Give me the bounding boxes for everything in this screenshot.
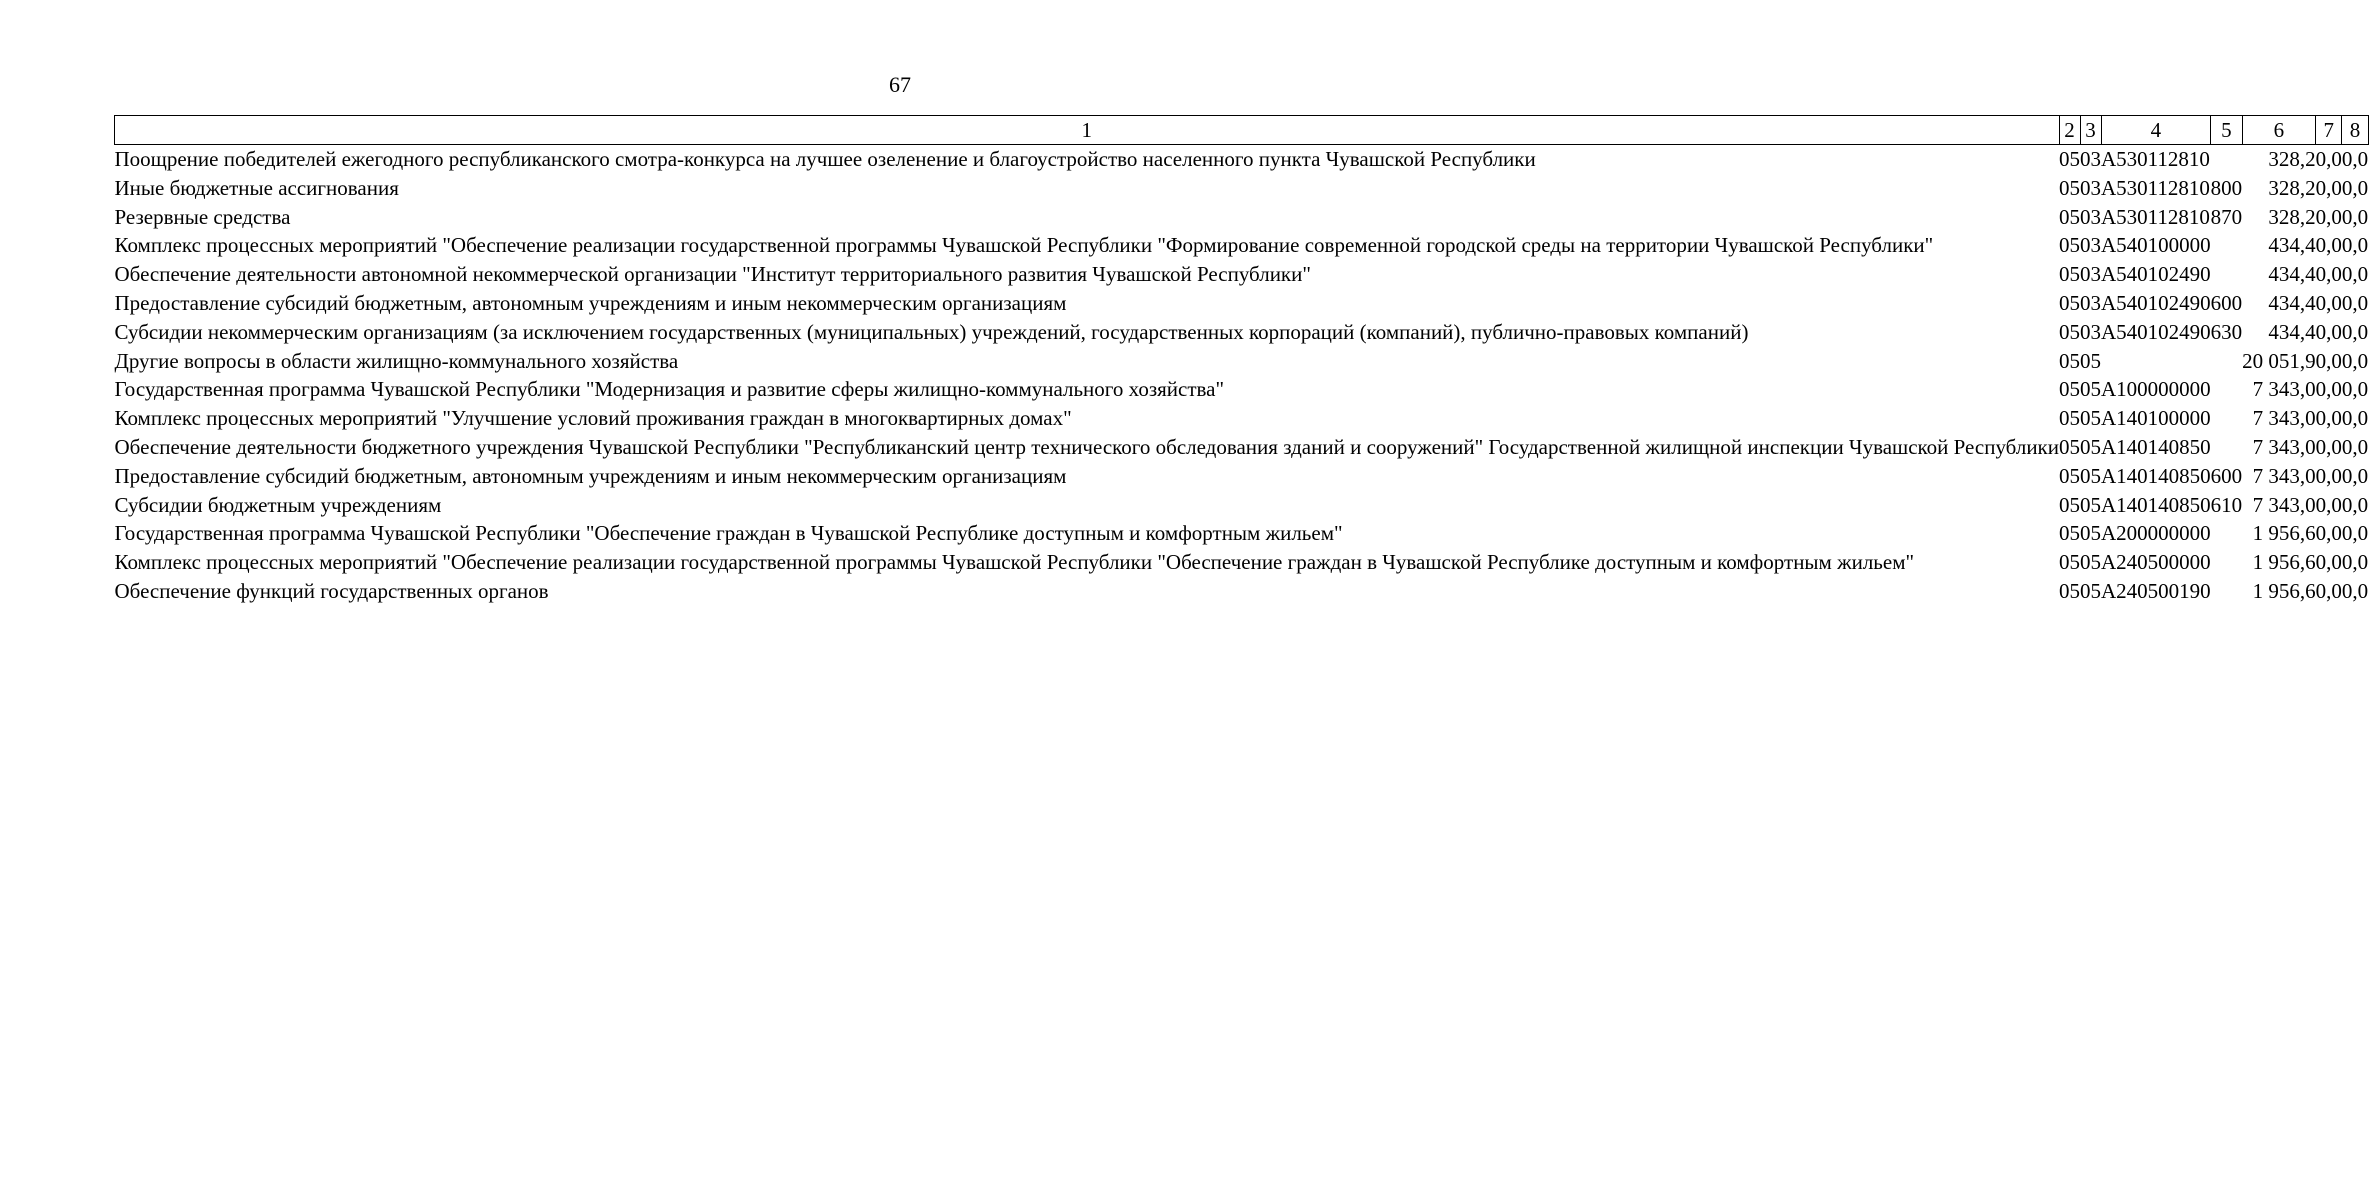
row-expense-type — [2211, 433, 2243, 462]
row-target-code: А240500190 — [2101, 578, 2211, 603]
row-name: Иные бюджетные ассигнования — [114, 175, 399, 200]
row-name: Комплекс процессных мероприятий "Улучшение условий проживания граждан в многоквартирных домах" — [114, 406, 1072, 431]
row-name: Поощрение победителей ежегодного республиканского смотра-конкурса на лучшее озеленение и благоустройство населенного пункта Чувашской Республики — [114, 147, 1536, 171]
row-name: Субсидии некоммерческим организациям (за исключением государственных (муниципальных) учреждений, государственных корпораций (компаний), публично-правовых компаний) — [114, 319, 1749, 344]
row-section: 05 — [2059, 290, 2080, 315]
row-amount-col7: 0,0 — [2315, 377, 2342, 402]
header-col-7: 7 — [2316, 116, 2342, 145]
row-amount-col8: 0,0 — [2341, 406, 2369, 431]
row-amount-col6: 7 343,0 — [2252, 434, 2316, 459]
row-target-code: А240500000 — [2101, 550, 2211, 575]
row-subsection: 05 — [2080, 406, 2101, 431]
row-target-code: А140140850 — [2101, 492, 2211, 517]
row-target-code: А540100000 — [2101, 233, 2211, 258]
row-subsection: 05 — [2080, 377, 2101, 402]
row-amount-col8: 0,0 — [2341, 175, 2369, 200]
row-target-code: А540102490 — [2101, 319, 2211, 344]
budget-table — [114, 115, 2369, 606]
row-section: 05 — [2059, 262, 2080, 287]
row-amount-col8: 0,0 — [2341, 550, 2369, 575]
row-expense-type: 610 — [2210, 492, 2243, 517]
row-name: Субсидии бюджетным учреждениям — [114, 492, 442, 517]
table-row — [115, 347, 2369, 376]
table-row — [115, 260, 2369, 289]
row-amount-col6: 7 343,0 — [2252, 406, 2316, 431]
row-target-code: А530112810 — [2101, 204, 2210, 229]
row-amount-col7: 0,0 — [2315, 492, 2342, 517]
row-target-code: А200000000 — [2101, 521, 2211, 546]
row-amount-col7: 0,0 — [2315, 175, 2342, 200]
row-amount-col6: 434,4 — [2268, 319, 2316, 344]
row-section: 05 — [2059, 377, 2080, 402]
row-amount-col8: 0,0 — [2341, 290, 2369, 315]
row-amount-col7: 0,0 — [2315, 204, 2342, 229]
row-name: Предоставление субсидий бюджетным, автономным учреждениям и иным некоммерческим организациям — [114, 290, 1067, 315]
row-subsection: 03 — [2080, 290, 2101, 315]
page-number: 67 — [889, 72, 911, 97]
row-amount-col6: 434,4 — [2268, 233, 2316, 258]
table-row — [115, 145, 2369, 174]
row-amount-col6: 1 956,6 — [2252, 578, 2316, 603]
row-name: Другие вопросы в области жилищно-коммунального хозяйства — [114, 348, 679, 373]
table-header — [115, 116, 2369, 145]
row-section: 05 — [2059, 204, 2080, 229]
row-amount-col7: 0,0 — [2315, 463, 2342, 488]
row-amount-col7: 0,0 — [2315, 348, 2342, 373]
row-expense-type: 600 — [2210, 290, 2243, 315]
row-amount-col7: 0,0 — [2315, 319, 2342, 344]
header-col-6: 6 — [2242, 116, 2316, 145]
row-subsection: 03 — [2080, 175, 2101, 200]
row-name: Комплекс процессных мероприятий "Обеспечение реализации государственной программы Чувашской Республики "Обеспечение граждан в Чувашской Республике доступным и комфортным жильем" — [114, 550, 1915, 575]
table-row — [115, 231, 2369, 260]
row-section: 05 — [2059, 147, 2080, 171]
table-row — [115, 289, 2369, 318]
row-section: 05 — [2059, 434, 2080, 459]
row-amount-col8: 0,0 — [2341, 578, 2369, 603]
row-section: 05 — [2059, 521, 2080, 546]
row-amount-col6: 20 051,9 — [2242, 348, 2316, 373]
row-amount-col8: 0,0 — [2341, 319, 2369, 344]
row-section: 05 — [2059, 463, 2080, 488]
row-amount-col8: 0,0 — [2341, 204, 2369, 229]
row-section: 05 — [2059, 175, 2080, 200]
row-subsection: 05 — [2080, 492, 2101, 517]
row-target-code — [2101, 347, 2211, 376]
row-subsection: 05 — [2080, 348, 2101, 373]
row-expense-type — [2211, 577, 2243, 606]
row-amount-col8: 0,0 — [2341, 434, 2369, 459]
row-amount-col6: 1 956,6 — [2252, 521, 2316, 546]
row-section: 05 — [2059, 319, 2080, 344]
row-section: 05 — [2059, 348, 2080, 373]
row-target-code: А100000000 — [2101, 377, 2211, 402]
row-subsection: 05 — [2080, 578, 2101, 603]
row-amount-col7: 0,0 — [2315, 406, 2342, 431]
row-expense-type: 800 — [2210, 175, 2243, 200]
row-amount-col6: 7 343,0 — [2252, 377, 2316, 402]
row-subsection: 03 — [2080, 262, 2101, 287]
row-subsection: 05 — [2080, 521, 2101, 546]
row-subsection: 03 — [2080, 233, 2101, 258]
row-amount-col6: 7 343,0 — [2252, 492, 2316, 517]
row-amount-col7: 0,0 — [2315, 262, 2342, 287]
row-amount-col7: 0,0 — [2315, 147, 2342, 171]
header-col-4: 4 — [2101, 116, 2211, 145]
row-amount-col7: 0,0 — [2315, 233, 2342, 258]
row-subsection: 03 — [2080, 204, 2101, 229]
row-expense-type: 630 — [2210, 319, 2243, 344]
row-amount-col8: 0,0 — [2341, 262, 2369, 287]
row-amount-col8: 0,0 — [2341, 233, 2369, 258]
table-row — [115, 318, 2369, 347]
table-row — [115, 375, 2369, 404]
table-row — [115, 203, 2369, 232]
row-subsection: 05 — [2080, 550, 2101, 575]
row-expense-type — [2211, 347, 2243, 376]
row-section: 05 — [2059, 406, 2080, 431]
row-amount-col6: 328,2 — [2268, 204, 2316, 229]
row-target-code: А530112810 — [2101, 147, 2210, 171]
table-row — [115, 519, 2369, 548]
row-name: Государственная программа Чувашской Республики "Обеспечение граждан в Чувашской Республике доступным и комфортным жильем" — [114, 521, 1343, 546]
row-subsection: 03 — [2080, 147, 2101, 171]
row-subsection: 05 — [2080, 463, 2101, 488]
row-amount-col7: 0,0 — [2315, 578, 2342, 603]
row-target-code: А140140850 — [2101, 463, 2211, 488]
table-row — [115, 174, 2369, 203]
row-section: 05 — [2059, 578, 2080, 603]
row-amount-col7: 0,0 — [2315, 434, 2342, 459]
row-amount-col8: 0,0 — [2341, 147, 2369, 171]
row-expense-type — [2211, 231, 2243, 260]
row-target-code: А140100000 — [2101, 406, 2211, 431]
row-target-code: А540102490 — [2101, 290, 2211, 315]
row-amount-col6: 328,2 — [2268, 175, 2316, 200]
row-name: Обеспечение деятельности автономной некоммерческой организации "Институт территориального развития Чувашской Республики" — [114, 262, 1311, 287]
row-expense-type — [2211, 375, 2243, 404]
table-row — [115, 548, 2369, 577]
row-subsection: 03 — [2080, 319, 2101, 344]
row-amount-col7: 0,0 — [2315, 290, 2342, 315]
row-amount-col6: 434,4 — [2268, 290, 2316, 315]
row-amount-col8: 0,0 — [2341, 348, 2369, 373]
row-name: Государственная программа Чувашской Республики "Модернизация и развитие сферы жилищно-коммунального хозяйства" — [114, 377, 1225, 402]
row-name: Предоставление субсидий бюджетным, автономным учреждениям и иным некоммерческим организациям — [114, 463, 1067, 488]
header-row — [115, 116, 2369, 145]
row-expense-type: 600 — [2210, 463, 2243, 488]
row-amount-col6: 328,2 — [2268, 147, 2316, 171]
row-amount-col6: 1 956,6 — [2252, 550, 2316, 575]
row-expense-type: 870 — [2210, 204, 2243, 229]
row-amount-col7: 0,0 — [2315, 521, 2342, 546]
row-section: 05 — [2059, 233, 2080, 258]
header-col-8: 8 — [2342, 116, 2368, 145]
row-amount-col8: 0,0 — [2341, 377, 2369, 402]
row-amount-col7: 0,0 — [2315, 550, 2342, 575]
row-expense-type — [2211, 145, 2243, 174]
row-name: Резервные средства — [114, 204, 291, 229]
row-target-code: А530112810 — [2101, 175, 2210, 200]
row-amount-col6: 7 343,0 — [2252, 463, 2316, 488]
row-name: Обеспечение деятельности бюджетного учреждения Чувашской Республики "Республиканский центр технического обследования зданий и сооружений" Государственной жилищной инспекции Чувашской Республики — [114, 434, 2059, 459]
row-expense-type — [2211, 548, 2243, 577]
table-body — [115, 145, 2369, 606]
row-amount-col8: 0,0 — [2341, 463, 2369, 488]
table-row — [115, 491, 2369, 520]
row-expense-type — [2211, 260, 2243, 289]
row-name: Комплекс процессных мероприятий "Обеспечение реализации государственной программы Чувашской Республики "Формирование современной городской среды на территории Чувашской Республики" — [114, 233, 1934, 258]
row-subsection: 05 — [2080, 434, 2101, 459]
row-name: Обеспечение функций государственных органов — [114, 578, 549, 603]
row-target-code: А140140850 — [2101, 434, 2211, 459]
row-section: 05 — [2059, 550, 2080, 575]
table-row — [115, 462, 2369, 491]
row-expense-type — [2211, 404, 2243, 433]
row-section: 05 — [2059, 492, 2080, 517]
table-row — [115, 433, 2369, 462]
row-target-code: А540102490 — [2101, 262, 2211, 287]
row-amount-col8: 0,0 — [2341, 521, 2369, 546]
row-amount-col6: 434,4 — [2268, 262, 2316, 287]
header-col-5: 5 — [2211, 116, 2243, 145]
header-col-2: 2 — [2059, 116, 2080, 145]
table-row — [115, 577, 2369, 606]
row-amount-col8: 0,0 — [2341, 492, 2369, 517]
header-col-1: 1 — [115, 116, 2060, 145]
table-row — [115, 404, 2369, 433]
header-col-3: 3 — [2080, 116, 2101, 145]
row-expense-type — [2211, 519, 2243, 548]
